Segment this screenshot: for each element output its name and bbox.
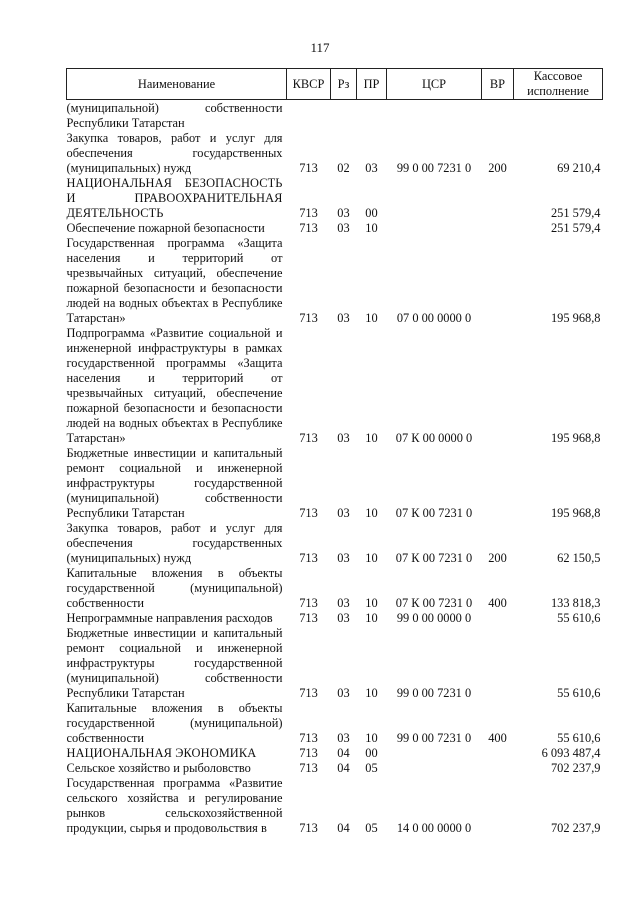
table-row	[67, 611, 603, 626]
table-row	[67, 521, 603, 566]
row-csr: 07 К 00 0000 0	[395, 431, 473, 445]
header-kvsr: КВСР	[287, 69, 331, 100]
table-row	[67, 761, 603, 776]
row-pr	[357, 100, 387, 132]
row-kvsr: 713	[299, 686, 318, 700]
row-name: Государственная программа «Развитие сельского хозяйства и регулирование рынков сельскохозяйственной продукции, сырья и продовольствия в	[66, 776, 283, 835]
row-sum: 195 968,8	[550, 431, 601, 445]
row-name: Сельское хозяйство и рыболовство	[66, 761, 251, 775]
row-name: Закупка товаров, работ и услуг для обеспечения государственных (муниципальных) нужд	[66, 521, 283, 565]
row-rz: 03	[337, 206, 350, 220]
row-name: (муниципальной) собственности Республики Татарстан	[66, 101, 283, 130]
header-sum: Кассовое исполнение	[514, 69, 603, 100]
row-vr: 200	[488, 551, 507, 565]
row-vr	[482, 626, 514, 701]
row-name: Капитальные вложения в объекты государственной (муниципальной) собственности	[66, 566, 283, 610]
row-csr: 14 0 00 0000 0	[396, 821, 472, 835]
row-vr: 200	[488, 161, 507, 175]
row-rz: 02	[337, 161, 350, 175]
row-sum: 6 093 487,4	[541, 746, 601, 760]
row-name: НАЦИОНАЛЬНАЯ БЕЗОПАСНОСТЬ И ПРАВООХРАНИТЕЛЬНАЯ ДЕЯТЕЛЬНОСТЬ	[66, 176, 283, 220]
header-rz: Рз	[331, 69, 357, 100]
row-sum: 62 150,5	[557, 551, 601, 565]
row-vr	[482, 176, 514, 221]
row-pr: 05	[365, 821, 378, 835]
row-kvsr: 713	[299, 221, 318, 235]
row-csr: 99 0 00 7231 0	[396, 161, 472, 175]
row-rz: 03	[337, 431, 350, 445]
row-rz: 03	[337, 311, 350, 325]
header-csr: ЦСР	[387, 69, 482, 100]
row-csr	[387, 221, 482, 236]
row-vr	[482, 221, 514, 236]
row-rz: 03	[337, 221, 350, 235]
row-sum: 55 610,6	[557, 611, 601, 625]
row-kvsr: 713	[299, 746, 318, 760]
row-kvsr: 713	[299, 311, 318, 325]
row-name: Обеспечение пожарной безопасности	[66, 221, 265, 235]
row-vr: 400	[488, 731, 507, 745]
table-row	[67, 236, 603, 326]
header-pr: ПР	[357, 69, 387, 100]
row-csr: 99 0 00 7231 0	[396, 686, 472, 700]
row-name: Капитальные вложения в объекты государственной (муниципальной) собственности	[66, 701, 283, 745]
table-row	[67, 626, 603, 701]
row-vr	[482, 776, 514, 836]
row-sum: 55 610,6	[557, 731, 601, 745]
table-row	[67, 746, 603, 761]
table-header	[67, 69, 603, 100]
table-row	[67, 326, 603, 446]
row-rz: 03	[337, 686, 350, 700]
row-name: Непрограммные направления расходов	[66, 611, 273, 625]
row-csr	[387, 176, 482, 221]
row-pr: 10	[365, 551, 378, 565]
row-sum	[514, 100, 603, 132]
row-vr	[482, 746, 514, 761]
row-pr: 10	[365, 506, 378, 520]
row-kvsr: 713	[299, 821, 318, 835]
row-csr: 07 К 00 7231 0	[395, 551, 473, 565]
row-name: НАЦИОНАЛЬНАЯ ЭКОНОМИКА	[66, 746, 257, 760]
row-vr	[482, 100, 514, 132]
row-pr: 10	[365, 731, 378, 745]
row-sum: 702 237,9	[550, 761, 601, 775]
row-kvsr: 713	[299, 506, 318, 520]
row-pr: 03	[365, 161, 378, 175]
table-row	[67, 100, 603, 132]
budget-execution-table	[66, 68, 603, 836]
table-row	[67, 221, 603, 236]
row-pr: 00	[365, 746, 378, 760]
row-csr: 07 К 00 7231 0	[395, 596, 473, 610]
row-kvsr: 713	[299, 551, 318, 565]
row-sum: 195 968,8	[550, 311, 601, 325]
row-kvsr	[287, 100, 331, 132]
row-vr	[482, 611, 514, 626]
row-vr	[482, 761, 514, 776]
row-name: Бюджетные инвестиции и капитальный ремонт социальной и инженерной инфраструктуры государственной (муниципальной) собственности Республики Татарстан	[66, 626, 283, 700]
row-pr: 10	[365, 686, 378, 700]
row-sum: 251 579,4	[550, 206, 601, 220]
row-csr	[387, 761, 482, 776]
row-pr: 10	[365, 221, 378, 235]
row-name: Подпрограмма «Развитие социальной и инженерной инфраструктуры в рамках государственной программы «Защита населения и территорий от чрезвычайных ситуаций, обеспечение пожарной безопасности и безопасности людей на водных объектах в Республике Татарстан»	[66, 326, 283, 445]
row-csr: 07 К 00 7231 0	[395, 506, 473, 520]
table-row	[67, 176, 603, 221]
row-kvsr: 713	[299, 431, 318, 445]
row-kvsr: 713	[299, 596, 318, 610]
row-vr	[482, 236, 514, 326]
row-name: Государственная программа «Защита населения и территорий от чрезвычайных ситуаций, обеспечение пожарной безопасности и безопасности людей на водных объектах в Республике Татарстан»	[66, 236, 283, 325]
row-sum: 55 610,6	[557, 686, 601, 700]
row-pr: 10	[365, 311, 378, 325]
row-rz: 04	[337, 761, 350, 775]
row-sum: 251 579,4	[550, 221, 601, 235]
page-number: 117	[310, 40, 330, 55]
row-vr: 400	[488, 596, 507, 610]
row-sum: 702 237,9	[550, 821, 601, 835]
row-kvsr: 713	[299, 731, 318, 745]
row-csr	[387, 746, 482, 761]
row-pr: 05	[365, 761, 378, 775]
row-pr: 10	[365, 611, 378, 625]
row-pr: 00	[365, 206, 378, 220]
row-pr: 10	[365, 431, 378, 445]
row-kvsr: 713	[299, 611, 318, 625]
table-body	[67, 100, 603, 837]
row-rz: 04	[337, 821, 350, 835]
row-csr	[387, 100, 482, 132]
row-rz: 03	[337, 731, 350, 745]
row-vr	[482, 326, 514, 446]
row-rz: 04	[337, 746, 350, 760]
row-rz: 03	[337, 596, 350, 610]
row-rz: 03	[337, 551, 350, 565]
row-name: Бюджетные инвестиции и капитальный ремонт социальной и инженерной инфраструктуры государственной (муниципальной) собственности Республики Татарстан	[66, 446, 283, 520]
header-vr: ВР	[482, 69, 514, 100]
table-row	[67, 776, 603, 836]
row-kvsr: 713	[299, 761, 318, 775]
row-csr: 07 0 00 0000 0	[396, 311, 472, 325]
header-name: Наименование	[67, 69, 287, 100]
row-rz: 03	[337, 506, 350, 520]
row-name: Закупка товаров, работ и услуг для обеспечения государственных (муниципальных) нужд	[66, 131, 283, 175]
row-rz	[331, 100, 357, 132]
row-pr: 10	[365, 596, 378, 610]
row-sum: 133 818,3	[550, 596, 601, 610]
row-kvsr: 713	[299, 161, 318, 175]
row-csr: 99 0 00 7231 0	[396, 731, 472, 745]
row-rz: 03	[337, 611, 350, 625]
table-row	[67, 131, 603, 176]
row-sum: 69 210,4	[557, 161, 601, 175]
table-row	[67, 446, 603, 521]
row-csr: 99 0 00 0000 0	[396, 611, 472, 625]
row-kvsr: 713	[299, 206, 318, 220]
row-vr	[482, 446, 514, 521]
table-row	[67, 701, 603, 746]
table-row	[67, 566, 603, 611]
row-sum: 195 968,8	[550, 506, 601, 520]
